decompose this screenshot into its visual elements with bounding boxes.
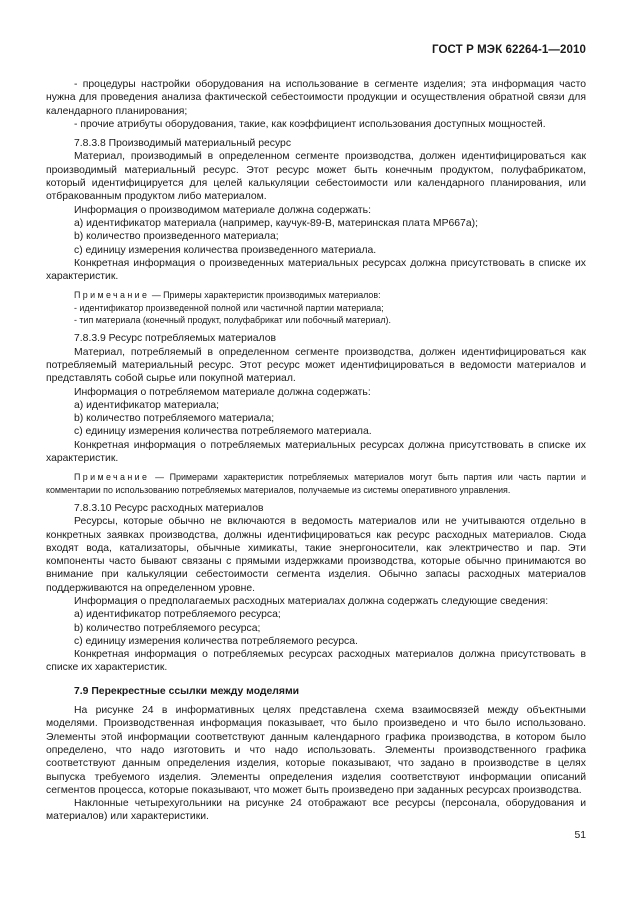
list-item: b) количество потребляемого ресурса; <box>74 622 261 634</box>
paragraph: Конкретная информация о потребляемых материальных ресурсах должна присутствовать в списке их характеристик. <box>46 439 586 465</box>
note-item: - тип материала (конечный продукт, полуфабрикат или побочный материал). <box>74 315 391 326</box>
document-page <box>46 44 586 824</box>
paragraph: Наклонные четырехугольники на рисунке 24 отображают все ресурсы (персонала, оборудования и материалов) или характеристики. <box>46 798 586 823</box>
paragraph: Материал, потребляемый в определенном сегменте производства, должен идентифицироваться как потребляемый материальный ресурс. Этот ресурс может идентифицироваться в ведомости материалов и представлять собой сырье или покупной материал. <box>46 346 586 385</box>
note-item: - идентификатор произведенной полной или частичной партии материала; <box>74 302 384 313</box>
list-item: а) идентификатор потребляемого ресурса; <box>74 609 281 621</box>
note-label: Примечание <box>74 290 150 301</box>
paragraph: Информация о производимом материале должна содержать: <box>74 204 371 216</box>
list-item: b) количество произведенного материала; <box>74 231 279 243</box>
paragraph: Материал, производимый в определенном сегменте производства, должен идентифицироваться как производимый материальный ресурс. Этот ресурс может быть конечным продуктом, полуфабрикатом, который идентифицируется для целей калькуляции себестоимости или календарного планирования, или отбракованным продуктом либо материалом. <box>46 151 586 203</box>
intro-item-1: - процедуры настройки оборудования на использование в сегменте изделия; эта информация часто нужна для проведения анализа фактической себестоимости продукции и осуществления обратной связи для календарного планирования; <box>46 79 586 117</box>
list-item: а) идентификатор материала (например, каучук-89-В, материнская плата МР667а); <box>74 217 478 229</box>
note <box>46 289 586 301</box>
note <box>46 471 586 496</box>
paragraph: Информация о потребляемом материале должна содержать: <box>74 386 371 398</box>
document-header: ГОСТ Р МЭК 62264-1—2010 <box>432 44 586 56</box>
list-item: а) идентификатор материала; <box>74 399 220 411</box>
section-heading-7839: 7.8.3.9 Ресурс потребляемых материалов <box>74 333 277 345</box>
paragraph: Ресурсы, которые обычно не включаются в ведомость материалов или не учитываются отдельно в конкретных заявках производства, должны идентифицироваться как ресурс расходных материалов. Сюда входят вода, катализаторы, обычные химикаты, такие энергоносители, как электричество и пар. Эти компоненты часто бывают связаны с прямыми издержками производства, которые обычно принимаются во внимание при калькуляции себестоимости сегмента изделия. Обычно запасы расходных материалов поддерживаются на определенном уровне. <box>46 516 586 594</box>
note-label: Примечание <box>74 472 150 483</box>
list-item: с) единицу измерения количества потребляемого материала. <box>74 426 372 438</box>
paragraph: На рисунке 24 в информативных целях представлена схема взаимосвязей между объектными моделями. Производственная информация показывает, что было произведено и что было использовано. Элементы этой информации соответствуют данным календарного графика производства, в котором было определено, что надо изготовить и что надо использовать. Элементы производственного графика соответствуют данным определения изделия, которые показывают, что задано в производстве в целях выпуска требуемого изделия. Элементы определения изделия соответствуют информации описаний сегментов процесса, которые показывают, что может быть произведено при заданных ресурсах производства. <box>46 705 586 796</box>
paragraph: Конкретная информация о произведенных материальных ресурсах должна присутствовать в списке их характеристик. <box>46 257 586 283</box>
paragraph: Конкретная информация о потребляемых ресурсах расходных материалов должна присутствовать в списке их характеристик. <box>46 649 586 674</box>
list-item: b) количество потребляемого материала; <box>74 413 275 425</box>
intro-item-2: - прочие атрибуты оборудования, такие, как коэффициент использования доступных мощностей. <box>74 118 546 130</box>
list-item: с) единицу измерения количества произведенного материала. <box>74 244 377 256</box>
section-heading-78310: 7.8.3.10 Ресурс расходных материалов <box>74 502 264 514</box>
list-item: с) единицу измерения количества потребляемого ресурса. <box>74 635 358 647</box>
paragraph: Информация о предполагаемых расходных материалах должна содержать следующие сведения: <box>74 595 549 607</box>
note-text: — Примерами характеристик потребляемых материалов могут быть партия или часть партии и комментарии по использованию потребляемых материалов, получаемые из системы оперативного управления. <box>46 472 586 495</box>
note-text: — Примеры характеристик производимых материалов: <box>149 290 381 301</box>
page-number: 51 <box>574 830 586 841</box>
section-heading-7838: 7.8.3.8 Производимый материальный ресурс <box>74 138 292 150</box>
section-heading-79: 7.9 Перекрестные ссылки между моделями <box>74 685 300 697</box>
